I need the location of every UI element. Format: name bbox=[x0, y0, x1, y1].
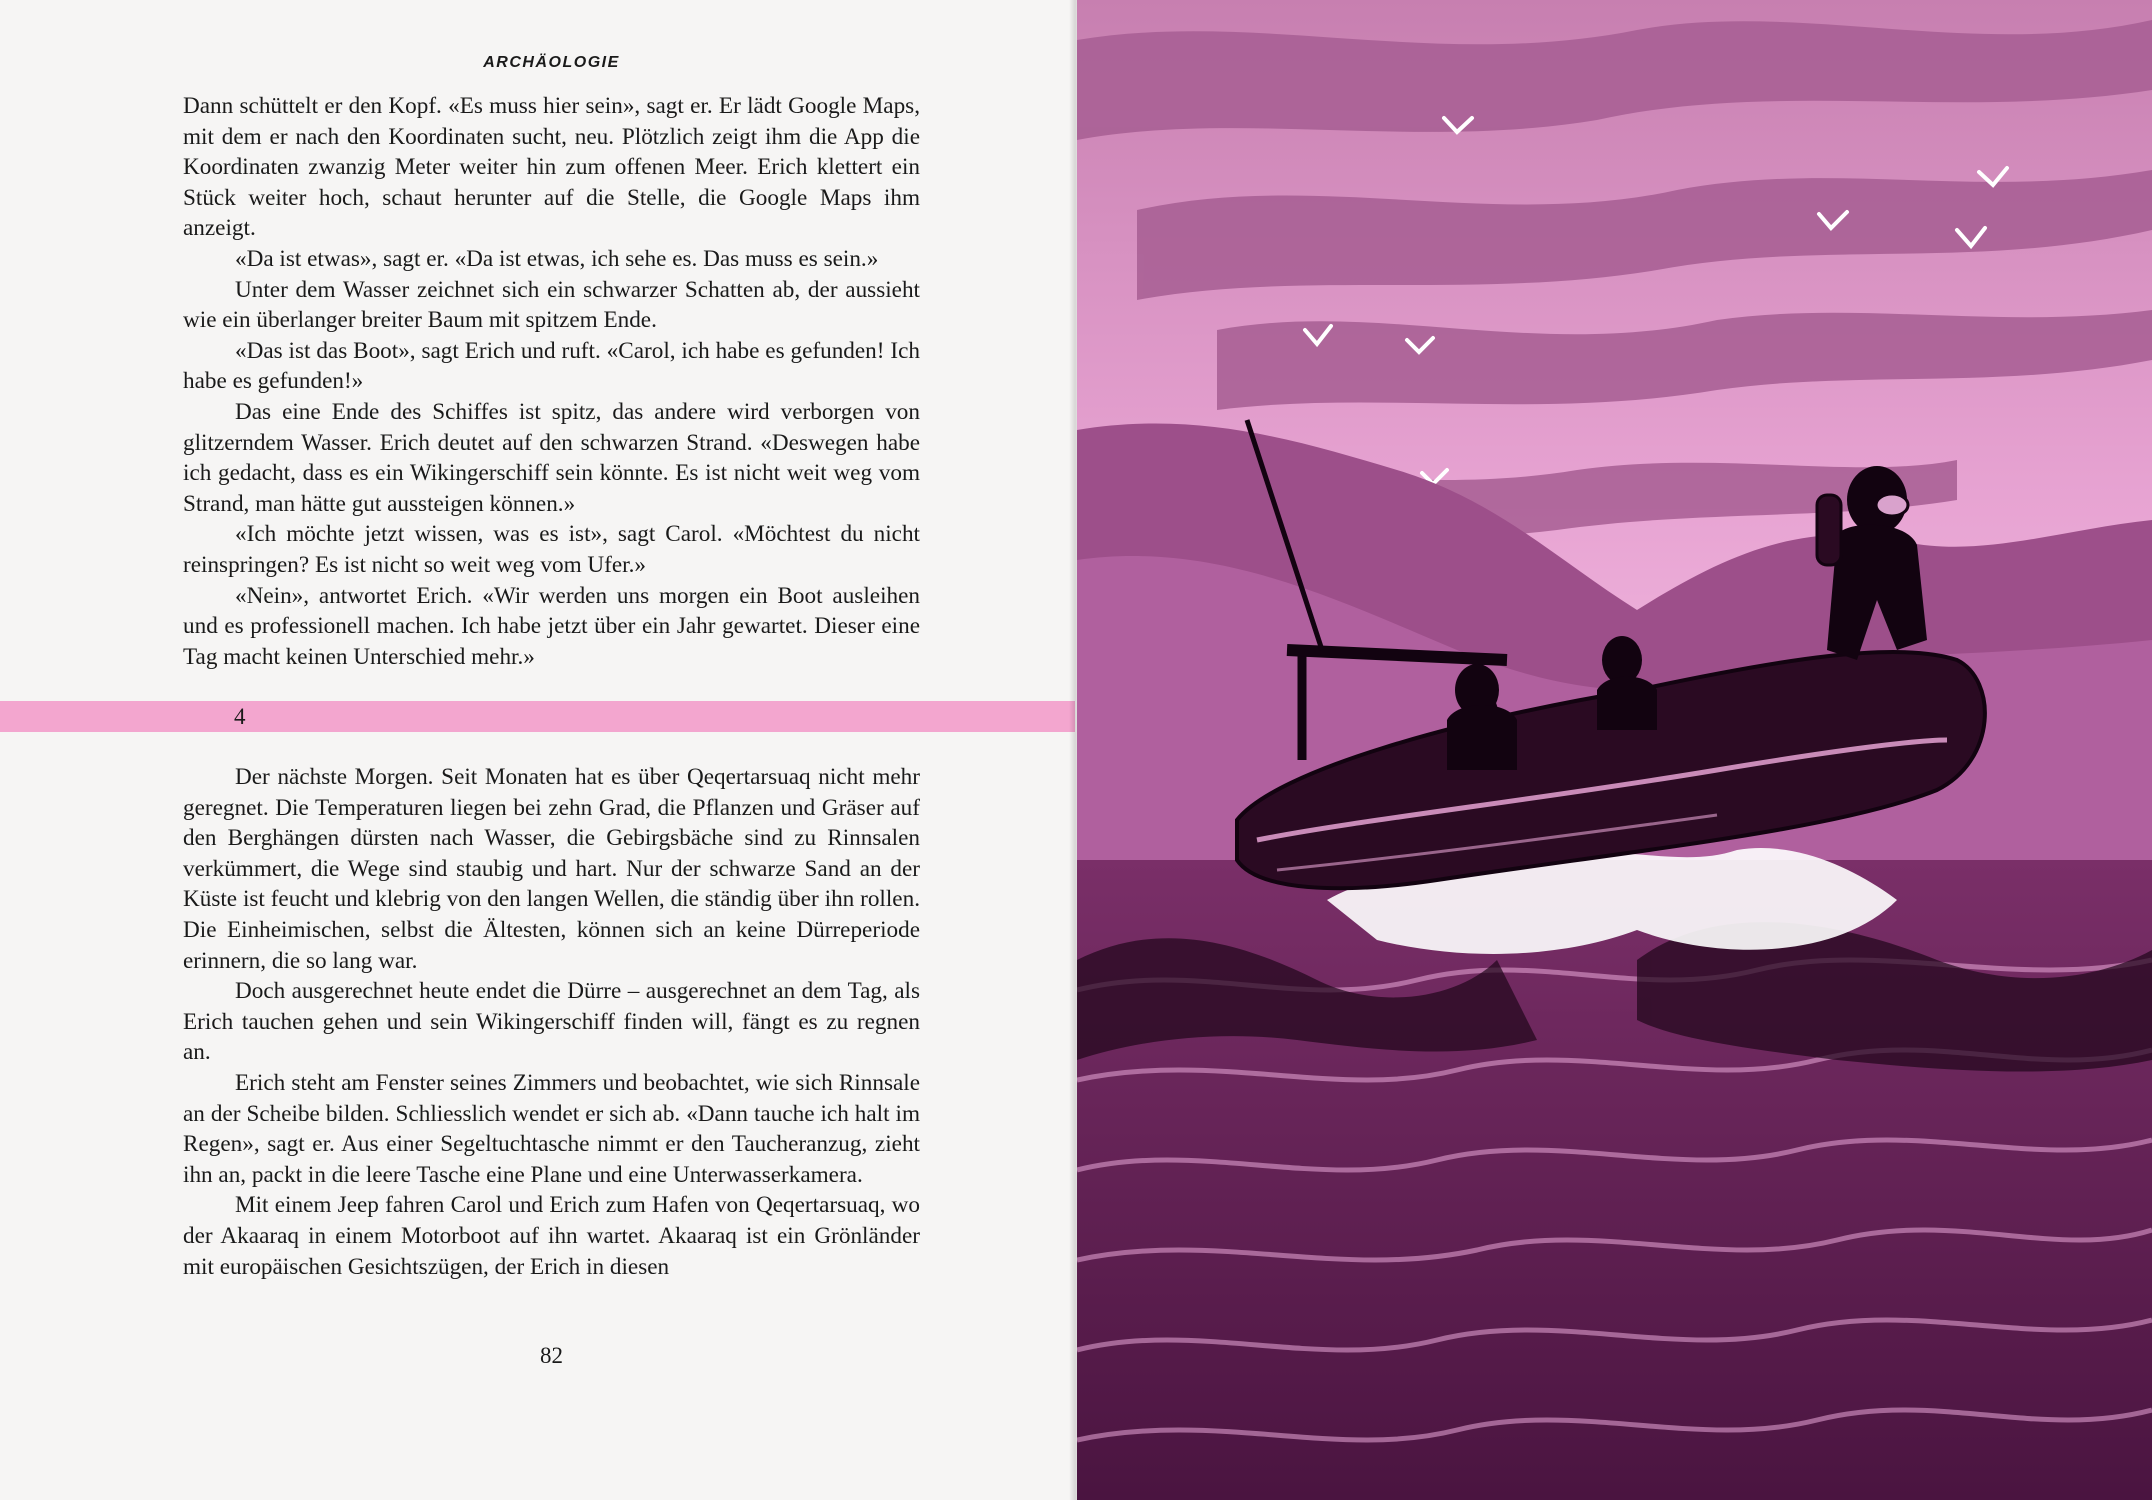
text-block-bottom bbox=[183, 762, 920, 1282]
chapter-bar bbox=[0, 701, 1075, 732]
illustration-boat-at-sea bbox=[1077, 0, 2152, 1500]
running-head: ARCHÄOLOGIE bbox=[483, 54, 620, 71]
paragraph: «Da ist etwas», sagt er. «Da ist etwas, ich sehe es. Das muss es sein.» bbox=[235, 245, 879, 272]
text-block-top bbox=[183, 91, 920, 672]
paragraph: Mit einem Jeep fahren Carol und Erich zum Hafen von Qeqertarsuaq, wo der Akaaraq in einem Motorboot auf ihn wartet. Akaaraq ist ein Grönländer mit europäischen Gesichtszügen, der Erich in diesen bbox=[183, 1192, 920, 1280]
left-page bbox=[0, 0, 1075, 1500]
paragraph: «Nein», antwortet Erich. «Wir werden uns morgen ein Boot ausleihen und es professionell machen. Ich habe jetzt über ein Jahr gewartet. Dieser eine Tag macht keinen Unterschied mehr.» bbox=[183, 582, 920, 670]
paragraph: Erich steht am Fenster seines Zimmers und beobachtet, wie sich Rinnsale an der Scheibe bilden. Schliesslich wendet er sich ab. «Dann tauche ich halt im Regen», sagt er. Aus einer Segeltuchtasche nimmt er den Taucheranzug, zieht ihn an, packt in die leere Tasche eine Plane und eine Unterwasserkamera. bbox=[183, 1069, 920, 1188]
chapter-number: 4 bbox=[234, 704, 246, 729]
page-number: 82 bbox=[540, 1343, 563, 1368]
paragraph: Dann schüttelt er den Kopf. «Es muss hier sein», sagt er. Er lädt Google Maps, mit dem er nach den Koordinaten sucht, neu. Plötzlich zeigt ihm die App die Koordinaten zwanzig Meter weiter hin zum offenen Meer. Erich klettert ein Stück weiter hoch, schaut herunter auf die Stelle, die Google Maps ihm anzeigt. bbox=[183, 93, 920, 242]
paragraph: Das eine Ende des Schiffes ist spitz, das andere wird verborgen von glitzerndem Wasser. Erich deutet auf den schwarzen Strand. «Deswegen habe ich gedacht, dass es ein Wikingerschiff sein könnte. Es ist nicht weit weg vom Strand, man hätte gut aussteigen können.» bbox=[183, 398, 920, 517]
paragraph: «Das ist das Boot», sagt Erich und ruft. «Carol, ich habe es gefunden! Ich habe es gefunden!» bbox=[183, 337, 920, 395]
paragraph: «Ich möchte jetzt wissen, was es ist», sagt Carol. «Möchtest du nicht reinspringen? Es ist nicht so weit weg vom Ufer.» bbox=[183, 521, 920, 578]
paragraph: Der nächste Morgen. Seit Monaten hat es über Qeqertarsuaq nicht mehr geregnet. Die Temperaturen liegen bei zehn Grad, die Pflanzen und Gräser auf den Berghängen dürsten nach Wasser, die Gebirgsbäche sind zu Rinnsalen verkümmert, die Wege sind staubig und hart. Nur der schwarze Sand an der Küste ist feucht und klebrig von den langen Wellen, die ständig über ihn rollen. Die Einheimischen, selbst die Ältesten, können sich an keine Dürreperiode erinnern, die so lang war. bbox=[183, 764, 920, 974]
paragraph: Doch ausgerechnet heute endet die Dürre – ausgerechnet an dem Tag, als Erich tauchen gehen und sein Wikingerschiff finden will, fängt es zu regnen an. bbox=[183, 978, 920, 1066]
paragraph: Unter dem Wasser zeichnet sich ein schwarzer Schatten ab, der aussieht wie ein überlanger breiter Baum mit spitzem Ende. bbox=[183, 276, 920, 334]
